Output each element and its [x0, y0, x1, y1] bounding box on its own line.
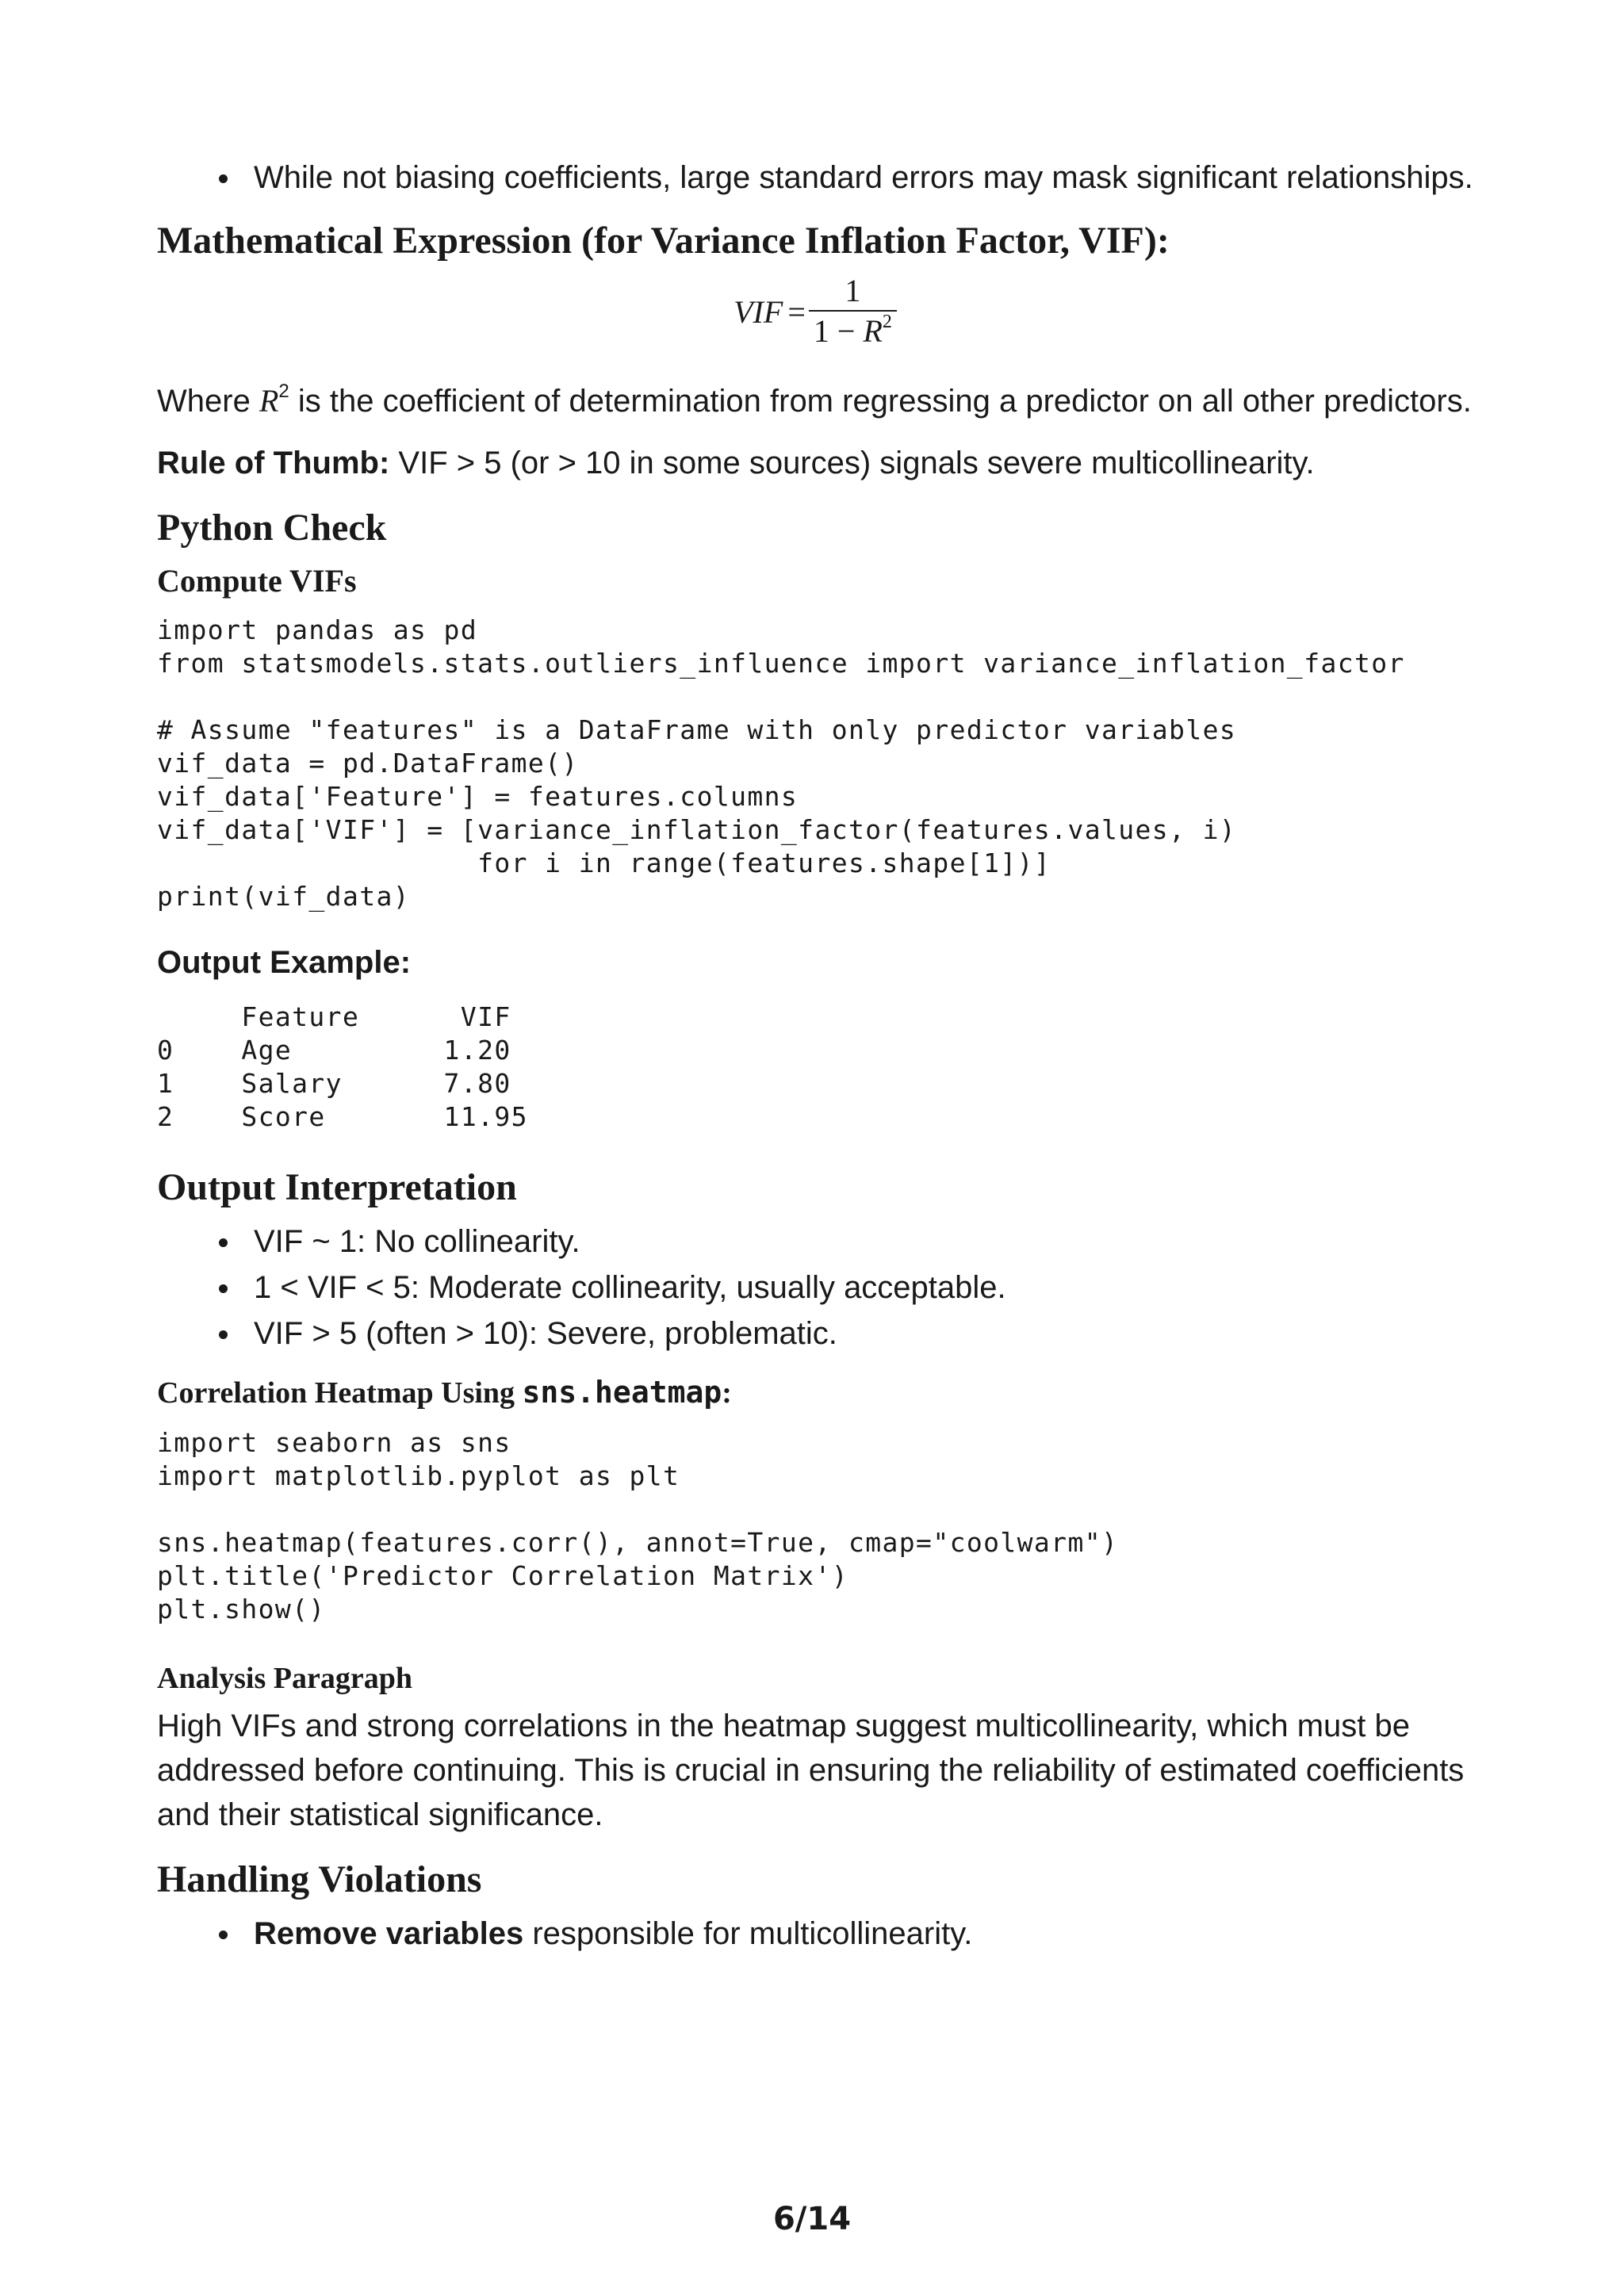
- handling-list: [157, 1911, 1473, 1956]
- rule-of-thumb: [157, 441, 1473, 485]
- heatmap-heading-prefix: Correlation Heatmap Using: [157, 1376, 523, 1410]
- handling-bullet-text: responsible for multicollinearity.: [523, 1916, 973, 1951]
- analysis-paragraph: High VIFs and strong correlations in the heatmap suggest multicollinearity, which must be addressed before continuing. This is crucial in ensuring the reliability of estimated coefficients and their statistical significance.: [157, 1709, 1465, 1832]
- denominator-var: R: [863, 313, 883, 349]
- output-example-heading: Output Example:: [157, 945, 412, 980]
- where-suffix: is the coefficient of determination from regressing a predictor on all other predictors.: [289, 384, 1472, 419]
- heatmap-heading: [157, 1373, 1473, 1412]
- document-page: [157, 155, 1473, 1957]
- analysis-heading: Analysis Paragraph: [157, 1662, 412, 1695]
- vif-formula: [157, 268, 1473, 355]
- handling-heading: Handling Violations: [157, 1858, 482, 1900]
- formula-lhs: VIF: [733, 293, 783, 330]
- where-var: R: [259, 383, 279, 419]
- output-interpretation-heading: Output Interpretation: [157, 1166, 517, 1208]
- where-prefix: Where: [157, 384, 259, 419]
- vif-code-block: import pandas as pd from statsmodels.stats.outliers_influence import variance_inflation_factor # Assume "features" is a DataFrame with only predictor variables vif_data = pd.DataFrame() vif_data['Feature'] = features.columns vif_data['VIF'] = [variance_inflation_factor(features.values, i) for i in range(features.shape[1])] print(vif_data): [157, 614, 1405, 912]
- list-item: VIF > 5 (often > 10): Severe, problematic.: [254, 1311, 1473, 1356]
- math-heading: Mathematical Expression (for Variance Inflation Factor, VIF):: [157, 220, 1170, 262]
- compute-vifs-heading: Compute VIFs: [157, 563, 357, 599]
- rule-of-thumb-label: Rule of Thumb:: [157, 446, 390, 480]
- denominator-prefix: 1 −: [813, 313, 864, 349]
- rule-of-thumb-text: VIF > 5 (or > 10 in some sources) signals severe multicollinearity.: [389, 446, 1315, 480]
- python-check-heading: Python Check: [157, 507, 387, 549]
- where-paragraph: [157, 379, 1473, 423]
- output-example-block: Feature VIF 0 Age 1.20 1 Salary 7.80 2 Score 11.95: [157, 1001, 528, 1132]
- interpretation-list: [157, 1219, 1473, 1356]
- handling-bullet-bold: Remove variables: [254, 1916, 524, 1951]
- formula-numerator: 1: [845, 273, 861, 308]
- formula-fraction: [809, 274, 897, 350]
- heatmap-heading-code: sns.heatmap: [522, 1375, 722, 1410]
- page-number: 6/14: [772, 2201, 852, 2237]
- list-item: [254, 1911, 1473, 1956]
- heatmap-code-block: import seaborn as sns import matplotlib.pyplot as plt sns.heatmap(features.corr(), annot=True, cmap="coolwarm") plt.title('Predictor Correlation Matrix') plt.show(): [157, 1427, 1119, 1624]
- where-exponent: 2: [278, 381, 289, 402]
- heatmap-heading-suffix: :: [722, 1376, 732, 1410]
- list-item: VIF ~ 1: No collinearity.: [254, 1219, 1473, 1264]
- list-item: 1 < VIF < 5: Moderate collinearity, usually acceptable.: [254, 1265, 1473, 1310]
- denominator-exponent: 2: [882, 312, 892, 332]
- formula-denominator: [809, 310, 897, 350]
- list-item: While not biasing coefficients, large standard errors may mask significant relationships.: [254, 155, 1473, 200]
- formula-equals: =: [787, 293, 806, 330]
- intro-bullet-list: [157, 155, 1473, 200]
